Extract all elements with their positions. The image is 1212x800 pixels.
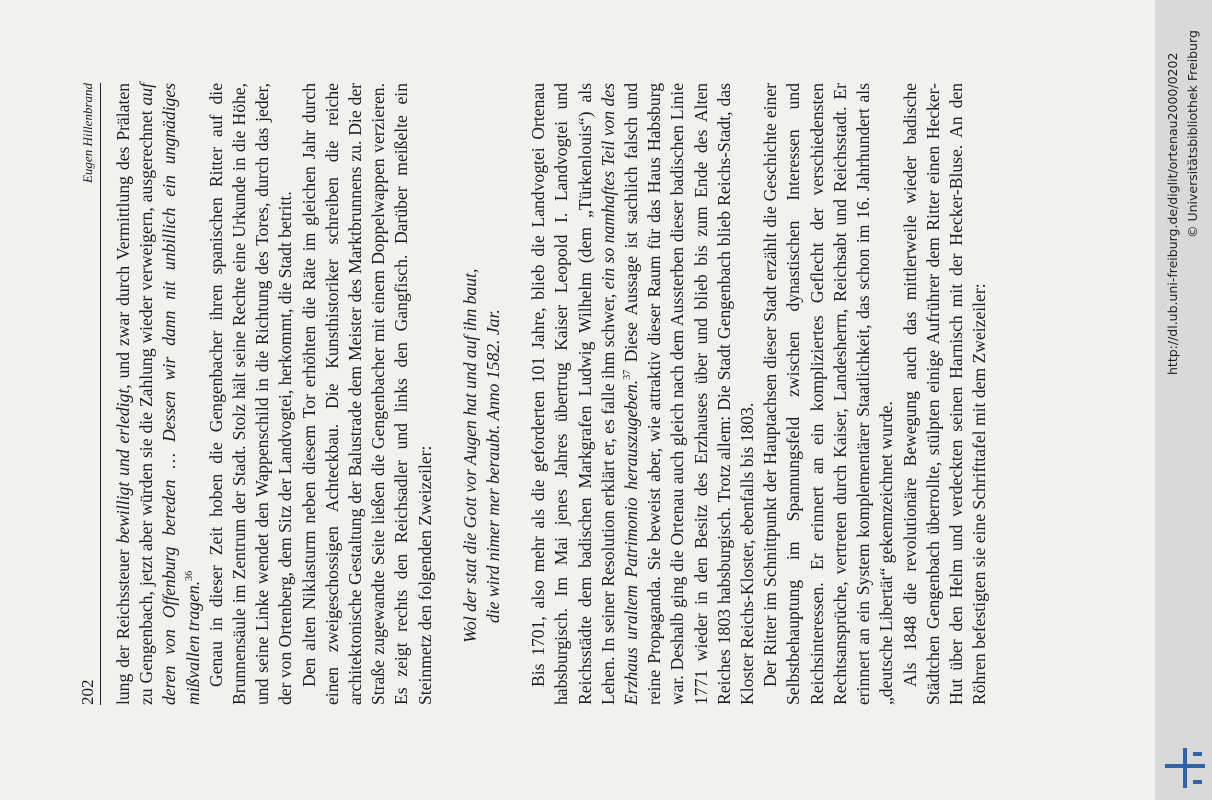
source-url-link[interactable]: http://dl.ub.uni-freiburg.de/diglit/ortenau2000/0202 [1165,52,1180,375]
paragraph-group-1 [112,83,437,705]
sidebar-text [1155,0,1212,800]
page-header [78,83,101,705]
verse-line-1: Wol der stat die Gott vor Augen hat und auf ihn baut, [459,268,480,643]
paragraph: Bis 1701, also mehr als die geforderten 101 Jahre, blieb die Landvogtei Ortenau habsburgisch. Im Mai jenes Jahres übertrug Kaiser Leopold I. Landvogtei und Reichsstädte dem badischen Markgrafen Ludwig Wilhelm (dem „Türkenlouis“) als Lehen. In seiner Resolution erklärt er, es falle ihm schwer, ein so namhaftes Teil von des Erzhaus uraltem Patrimonio herauszugeben.$^{37}$ Diese Aussage ist sachlich falsch und reine Propaganda. Sie beweist aber, wie attraktiv dieser Raum für das Haus Habsburg war. Deshalb ging die Ortenau auch gleich nach dem Aussterben dieser badischen Linie 1771 wieder in den Besitz des Erzhauses über und blieb bis zum Ende des Alten Reiches 1803 habsburgisch. Trotz allem: Die Stadt Gengenbach blieb Reichs-Stadt, das Kloster Reichs-Kloster, ebenfalls bis 1803. [528,83,758,705]
paragraph: Den alten Niklasturm neben diesem Tor erhöhten die Räte im gleichen Jahr durch einen zweigeschossigen Achteckbau. Die Kunsthistoriker schreiben die reiche architektonische Gestaltung der Balustrade dem Meister des Marktbrunnens zu. Die der Straße zugewandte Seite ließen die Gengenbacher mit einem Doppelwappen verzieren. Es zeigt rechts den Reichsadler und links den Gangfisch. Darüber meißelte ein Steinmetz den folgenden Zweizeiler: [298,83,435,705]
paragraph: lung der Reichssteuer bewilligt und erledigt, und zwar durch Vermittlung des Prälaten zu Gengenbach, jetzt aber würden sie die Zahlung wieder verweigern, ausgerechnet auf deren von Offenburg bereden … Dessen wir dann nit unbillich ein ungnädiges mißvallen tragen.$^{36}$ [113,83,203,705]
copyright-notice: © Universitätsbibliothek Freiburg [1185,30,1200,238]
paragraph: Der Ritter im Schnittpunkt der Hauptachsen dieser Stadt erzählt die Geschichte einer Selbstbehauptung im Spannungsfeld zwischen dynastischen Interessen und Reichsinteressen. Er erinnert an ein kompliziertes Geflecht der verschiedensten Rechtsansprüche, vertreten durch Kaiser, Landesherrn, Reichsabt und Reichsstadt. Er erinnert an ein System komplementärer Staatlichkeit, das schon im 16. Jahrhundert als „deutsche Libertät“ gekennzeichnet wurde. [760,83,897,705]
paragraph: Als 1848 die revolutionäre Bewegung auch das mittlerweile wieder badische Städtchen Gengenbach überrollte, stülpten einige Aufrührer dem Ritter einen Hecker-Hut über den Helm und verdeckten seinen Harnisch mit der Hecker-Bluse. An den Röhren befestigten sie eine Schrifttafel mit dem Zweizeiler: [899,83,990,705]
running-author: Eugen Hillenbrand [80,83,95,184]
verse-block [459,83,505,705]
paragraph: Genau in dieser Zeit hoben die Gengenbacher ihren spanischen Ritter auf die Brunnensäule im Zentrum der Stadt. Stolz hält seine Rechte eine Urkunde in die Höhe, und seine Linke wendet den Wappenschild in die Richtung des Tores, durch das jeder, der von Ortenberg, dem Sitz der Landvogtei, herkommt, die Stadt betritt. [205,83,296,705]
body-text [112,83,991,705]
library-sidebar [1155,0,1212,800]
verse-line-2: die wird nimer mer beraubt. Anno 1582. Jar. [483,309,504,623]
paragraph-group-2 [527,83,991,705]
page-number: 202 [78,679,97,705]
library-logo-icon [1165,748,1205,788]
